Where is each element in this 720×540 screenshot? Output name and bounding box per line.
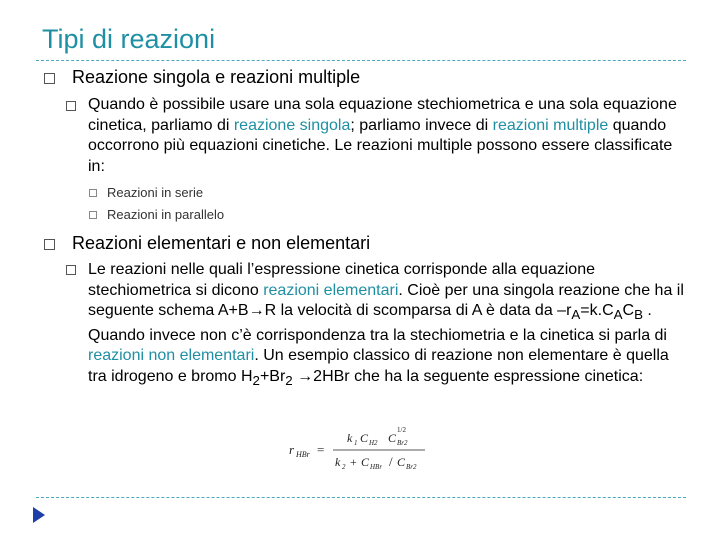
- section2-paragraph: Le reazioni nelle quali l’espressione cinetica corrisponde alla equazione stechiometrica si dicono reazioni elementari. Cioè per una singola reazione che ha il seguente schema A+B→R la velocità di scomparsa di A è data da $-r_A=k.C_AC_B$ . Quando invece non c’è corrispondenza tra la stechiometria e la cinetica si parla di reazioni non elementari. Un esempio classico di reazione non elementare è quella tra idrogeno e bromo $H_2+Br_2 \to 2HBr$ che ha la seguente espressione cinetica:: [88, 261, 684, 388]
- footer-divider: [36, 497, 686, 498]
- formula-den-c1-sub: HBr: [370, 463, 383, 471]
- title-divider: [36, 60, 686, 61]
- bullet-square-icon: [89, 189, 97, 197]
- section2-heading: Reazioni elementari e non elementari: [72, 233, 371, 253]
- formula-equals: =: [317, 442, 325, 457]
- subitem-parallelo: Reazioni in parallelo: [107, 207, 225, 222]
- formula-lhs: r: [289, 442, 295, 457]
- term-reazione-singola: reazione singola: [233, 116, 351, 134]
- term-reazioni-elementari: reazioni elementari: [263, 281, 399, 299]
- formula-num-c1-sub: H2: [369, 439, 378, 447]
- formula-den-c2-sub: Br2: [406, 463, 417, 471]
- formula-den-k-sub: 2: [342, 463, 346, 471]
- section1-paragraph: Quando è possibile usare una sola equazione stechiometrica e una sola equazione cinetica, parliamo di reazione singola; parliamo invece di reazioni multiple quando occorrono più equazioni cinetiche. Le reazioni multiple possono essere classificate in:: [88, 96, 677, 175]
- formula-num-c2-sup: 1/2: [397, 426, 406, 434]
- bullet-square-icon: [44, 239, 55, 250]
- formula-den-k: k: [335, 455, 341, 469]
- bullet-square-icon: [44, 73, 55, 84]
- bullet-square-icon: [66, 101, 76, 111]
- formula-num-k-sub: 1: [354, 439, 358, 447]
- formula-num-k: k: [347, 431, 353, 445]
- bullet-square-icon: [89, 211, 97, 219]
- formula-num-c1: C: [360, 431, 369, 445]
- term-reazioni-multiple: reazioni multiple: [492, 116, 609, 134]
- rate-equation-formula: [285, 420, 445, 480]
- formula-lhs-sub: HBr: [296, 450, 310, 459]
- formula-den-c1: C: [361, 455, 370, 469]
- formula-num-c2-sub: Br2: [397, 439, 408, 447]
- next-slide-arrow-icon[interactable]: [33, 507, 45, 523]
- term-reazioni-non-elementari: reazioni non elementari: [88, 347, 255, 365]
- subitem-serie: Reazioni in serie: [107, 185, 204, 200]
- bullet-square-icon: [66, 265, 76, 275]
- section1-heading: Reazione singola e reazioni multiple: [72, 67, 361, 87]
- formula-den-slash: /: [389, 454, 393, 469]
- slide-title: Tipi di reazioni: [42, 24, 216, 54]
- formula-num-c2: C: [388, 431, 397, 445]
- formula-den-plus: +: [350, 455, 357, 469]
- formula-den-c2: C: [397, 455, 406, 469]
